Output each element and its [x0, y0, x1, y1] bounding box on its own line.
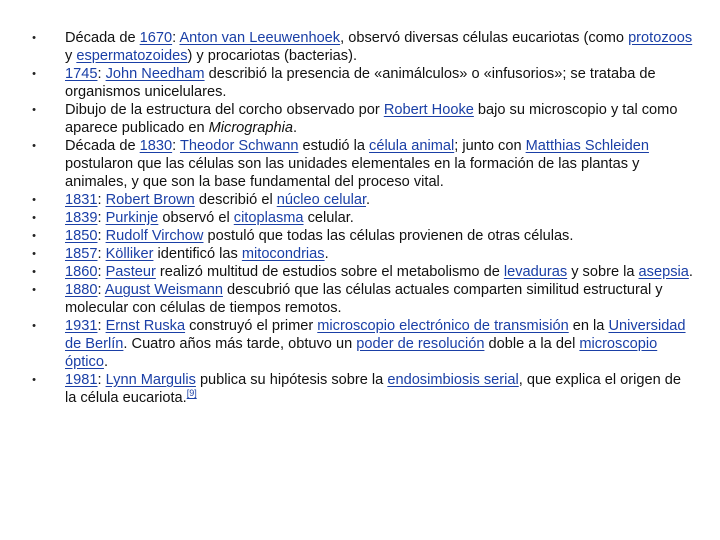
text-segment: :	[97, 264, 106, 280]
text-segment: .	[292, 120, 298, 136]
text-segment: Década de	[65, 30, 140, 46]
wiki-link[interactable]: microscopio óptico	[65, 336, 658, 370]
wiki-link[interactable]: Rudolf Virchow	[105, 228, 204, 244]
text-segment: realizó multitud de estudios sobre el metabolismo de	[155, 264, 504, 280]
wiki-link[interactable]: asepsia	[638, 264, 689, 280]
wiki-link[interactable]: Ernst Ruska	[105, 318, 186, 334]
bullet-icon: •	[32, 194, 36, 206]
bullet-icon: •	[32, 68, 36, 80]
wiki-link[interactable]: poder de resolución	[356, 336, 485, 352]
wiki-link[interactable]: 1860	[65, 264, 98, 280]
timeline-item	[28, 191, 694, 209]
text-segment: construyó el primer	[185, 318, 318, 334]
text-segment: :	[97, 318, 106, 334]
wiki-link[interactable]: 1831	[65, 192, 98, 208]
bullet-icon: •	[32, 284, 36, 296]
wiki-link[interactable]: 1857	[65, 246, 98, 262]
text-segment: Dibujo de la estructura del corcho observado por	[65, 102, 384, 118]
text-segment: ; junto con	[454, 138, 526, 154]
text-segment: doble a la del	[484, 336, 580, 352]
wiki-link[interactable]: núcleo celular	[276, 192, 366, 208]
text-segment: celular.	[303, 210, 354, 226]
text-segment: describió la presencia de «animálculos» o «infusorios»; se trataba de organismos unicelulares.	[65, 66, 656, 100]
bullet-icon: •	[32, 320, 36, 332]
wiki-link[interactable]: Theodor Schwann	[179, 138, 299, 154]
bullet-icon: •	[32, 140, 36, 152]
text-segment: . Cuatro años más tarde, obtuvo un	[123, 336, 357, 352]
timeline-item	[28, 317, 694, 371]
text-segment: :	[97, 192, 106, 208]
cell-theory-timeline	[28, 29, 694, 407]
text-segment: y sobre la	[567, 264, 639, 280]
text-segment: .	[324, 246, 329, 262]
text-segment: .	[366, 192, 371, 208]
text-segment: postuló que todas las células provienen de otras células.	[203, 228, 574, 244]
wiki-link[interactable]: citoplasma	[233, 210, 304, 226]
text-segment: en la	[568, 318, 609, 334]
bullet-icon: •	[32, 266, 36, 278]
bullet-icon: •	[32, 32, 36, 44]
bullet-icon: •	[32, 212, 36, 224]
text-segment: , observó diversas células eucariotas (como	[340, 30, 629, 46]
wiki-link[interactable]: célula animal	[369, 138, 455, 154]
text-segment: y	[65, 48, 77, 64]
timeline-item	[28, 245, 694, 263]
wiki-link[interactable]: Lynn Margulis	[105, 372, 196, 388]
timeline-item	[28, 65, 694, 101]
bullet-icon: •	[32, 104, 36, 116]
text-segment: postularon que las células son las unidades elementales en la formación de las plantas y animales, y que son la base fundamental del proceso vital.	[65, 156, 640, 190]
wiki-link[interactable]: Robert Brown	[105, 192, 195, 208]
wiki-link[interactable]: 1830	[139, 138, 173, 154]
text-segment: bajo su microscopio y tal como aparece publicado en	[65, 102, 678, 136]
timeline-item	[28, 371, 694, 407]
bullet-icon: •	[32, 230, 36, 242]
text-segment: identificó las	[153, 246, 242, 262]
wiki-link[interactable]: Kölliker	[105, 246, 154, 262]
wiki-link[interactable]: Anton van Leeuwenhoek	[179, 30, 341, 46]
text-segment: Década de	[65, 138, 140, 154]
text-segment: :	[97, 228, 106, 244]
wiki-link[interactable]: espermatozoides	[76, 48, 188, 64]
wiki-link[interactable]: Universidad de Berlín	[65, 318, 686, 352]
text-segment: descubrió que las células actuales comparten similitud estructural y molecular con células de tiempos remotos.	[65, 282, 663, 316]
text-segment: :	[97, 372, 106, 388]
text-segment: .	[688, 264, 693, 280]
timeline-item	[28, 227, 694, 245]
citation-link[interactable]: [9]	[186, 388, 197, 399]
wiki-link[interactable]: John Needham	[105, 66, 205, 82]
wiki-link[interactable]: 1981	[65, 372, 98, 388]
text-segment: :	[97, 282, 105, 298]
text-segment: describió el	[194, 192, 277, 208]
text-segment: publica su hipótesis sobre la	[195, 372, 388, 388]
text-segment: :	[97, 210, 106, 226]
timeline-item	[28, 209, 694, 227]
italic-text: Micrographia	[208, 120, 293, 136]
text-segment: :	[172, 30, 180, 46]
wiki-link[interactable]: 1839	[65, 210, 98, 226]
text-segment: observó el	[158, 210, 234, 226]
wiki-link[interactable]: 1745	[65, 66, 98, 82]
timeline-item	[28, 263, 694, 281]
wiki-link[interactable]: levaduras	[503, 264, 568, 280]
wiki-link[interactable]: endosimbiosis serial	[387, 372, 519, 388]
timeline-item	[28, 101, 694, 137]
text-segment: , que explica el origen de la célula eucariota.	[65, 372, 682, 406]
wiki-link[interactable]: 1931	[65, 318, 98, 334]
text-segment: ) y procariotas (bacterias).	[187, 48, 358, 64]
text-segment: :	[97, 66, 106, 82]
timeline-item	[28, 281, 694, 317]
text-segment: estudió la	[298, 138, 370, 154]
timeline-item	[28, 29, 694, 65]
wiki-link[interactable]: protozoos	[628, 30, 693, 46]
wiki-link[interactable]: Purkinje	[105, 210, 159, 226]
text-segment: .	[103, 354, 109, 370]
bullet-icon: •	[32, 374, 36, 386]
citation-sup	[187, 388, 197, 398]
wiki-link[interactable]: 1670	[139, 30, 173, 46]
wiki-link[interactable]: mitocondrias	[241, 246, 325, 262]
timeline-item	[28, 137, 694, 191]
wiki-link[interactable]: 1850	[65, 228, 98, 244]
wiki-link[interactable]: Pasteur	[105, 264, 156, 280]
wiki-link[interactable]: 1880	[65, 282, 98, 298]
wiki-link[interactable]: Matthias Schleiden	[525, 138, 649, 154]
text-segment: :	[172, 138, 180, 154]
text-segment: :	[97, 246, 106, 262]
bullet-icon: •	[32, 248, 36, 260]
wiki-link[interactable]: microscopio electrónico de transmisión	[317, 318, 569, 334]
wiki-link[interactable]: August Weismann	[104, 282, 223, 298]
wiki-link[interactable]: Robert Hooke	[383, 102, 474, 118]
